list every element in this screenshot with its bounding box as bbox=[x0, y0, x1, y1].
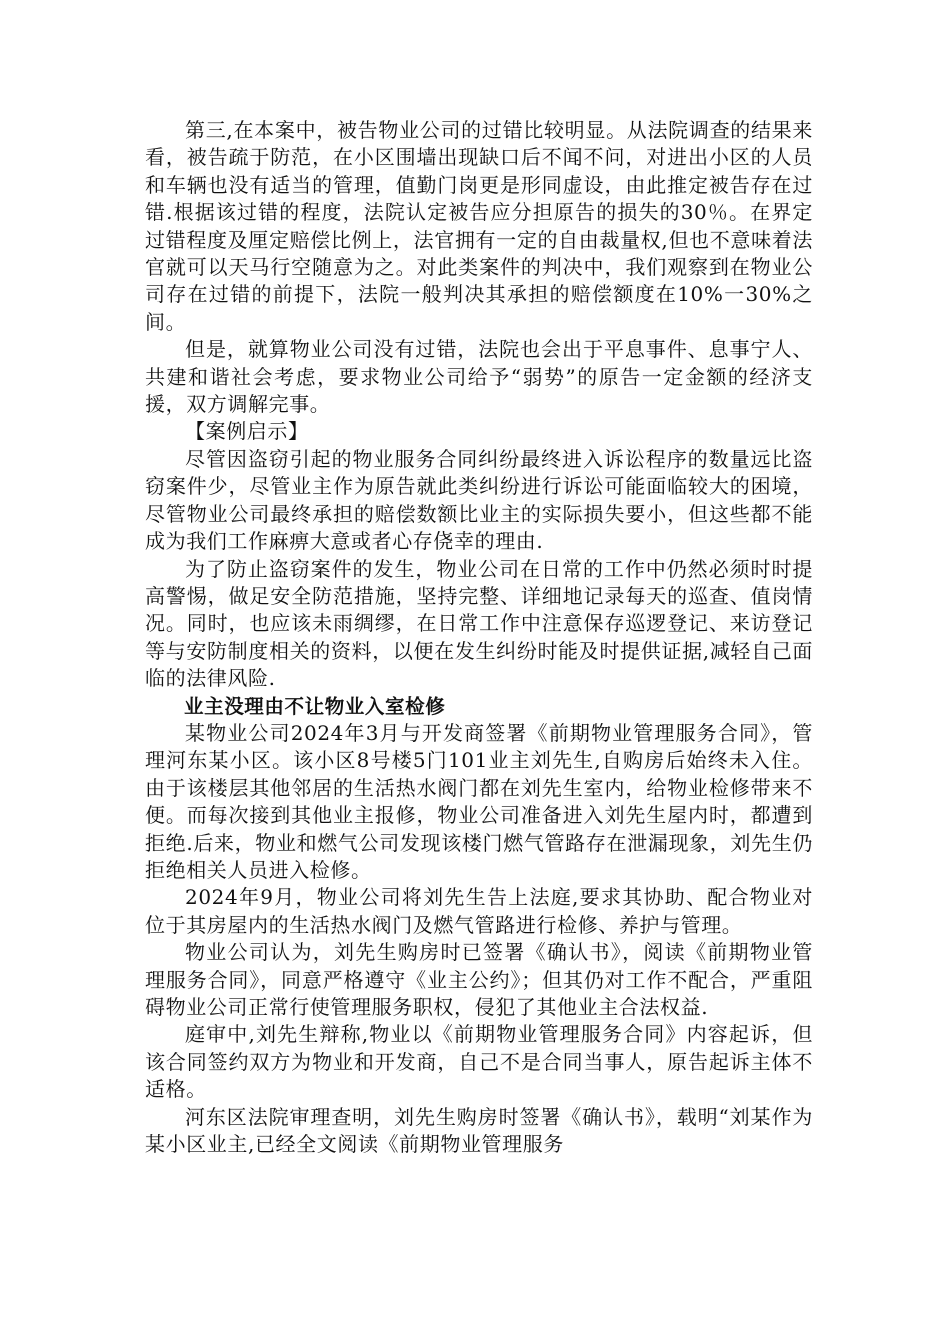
paragraph-lawsuit: 2024年9月，物业公司将刘先生告上法庭,要求其协助、配合物业对位于其房屋内的生活热水阀门及燃气管路进行检修、养护与管理。 bbox=[145, 885, 813, 937]
paragraph-defendant-argument: 庭审中,刘先生辩称,物业以《前期物业管理服务合同》内容起诉，但该合同签约双方为物业和开发商，自己不是合同当事人，原告起诉主体不适格。 bbox=[145, 1022, 813, 1102]
paragraph-plaintiff-claim: 物业公司认为，刘先生购房时已签署《确认书》，阅读《前期物业管理服务合同》，同意严格遵守《业主公约》；但其仍对工作不配合，严重阻碍物业公司正常行使管理服务职权，侵犯了其他业主合法权益. bbox=[145, 940, 813, 1019]
document-page bbox=[145, 117, 813, 1158]
paragraph-case-background: 某物业公司2024年3月与开发商签署《前期物业管理服务合同》，管理河东某小区。该小区8号楼5门101业主刘先生,自购房后始终未入住。由于该楼层其他邻居的生活热水阀门都在刘先生室内，给物业检修带来不便。而每次接到其他业主报修，物业公司准备进入刘先生屋内时，都遭到拒绝.后来，物业和燃气公司发现该楼门燃气管路存在泄漏现象，刘先生仍拒绝相关人员进入检修。 bbox=[145, 720, 813, 882]
paragraph-court-finding: 河东区法院审理查明，刘先生购房时签署《确认书》，载明“刘某作为某小区业主,已经全文阅读《前期物业管理服务 bbox=[145, 1104, 813, 1157]
paragraph-fault-analysis: 第三,在本案中，被告物业公司的过错比较明显。从法院调查的结果来看，被告疏于防范，在小区围墙出现缺口后不闻不问，对进出小区的人员和车辆也没有适当的管理，值勤门岗更是形同虚设，由此推定被告存在过错.根据该过错的程度，法院认定被告应分担原告的损失的30％。在界定过错程度及厘定赔偿比例上，法官拥有一定的自由裁量权,但也不意味着法官就可以天马行空随意为之。对此类案件的判决中，我们观察到在物业公司存在过错的前提下，法院一般判决其承担的赔偿额度在10%一30%之间。 bbox=[145, 118, 813, 334]
section-label-case-insight: 【案例启示】 bbox=[185, 419, 309, 444]
paragraph-mediation: 但是，就算物业公司没有过错，法院也会出于平息事件、息事宁人、共建和谐社会考虑，要求物业公司给予“弱势”的原告一定金额的经济支援，双方调解完事。 bbox=[145, 337, 813, 417]
paragraph-insight-2: 为了防止盗窃案件的发生，物业公司在日常的工作中仍然必须时时提高警惕，做足安全防范措施，坚持完整、详细地记录每天的巡查、值岗情况。同时，也应该未雨绸缪，在日常工作中注意保存巡逻登记、来访登记等与安防制度相关的资料，以便在发生纠纷时能及时提供证据,减轻自己面临的法律风险. bbox=[145, 556, 813, 691]
paragraph-insight-1: 尽管因盗窃引起的物业服务合同纠纷最终进入诉讼程序的数量远比盗窃案件少，尽管业主作为原告就此类纠纷进行诉讼可能面临较大的困境，尽管物业公司最终承担的赔偿数额比业主的实际损失要小，但这些都不能成为我们工作麻痹大意或者心存侥幸的理由. bbox=[145, 446, 813, 554]
section-heading: 业主没理由不让物业入室检修 bbox=[184, 694, 446, 718]
